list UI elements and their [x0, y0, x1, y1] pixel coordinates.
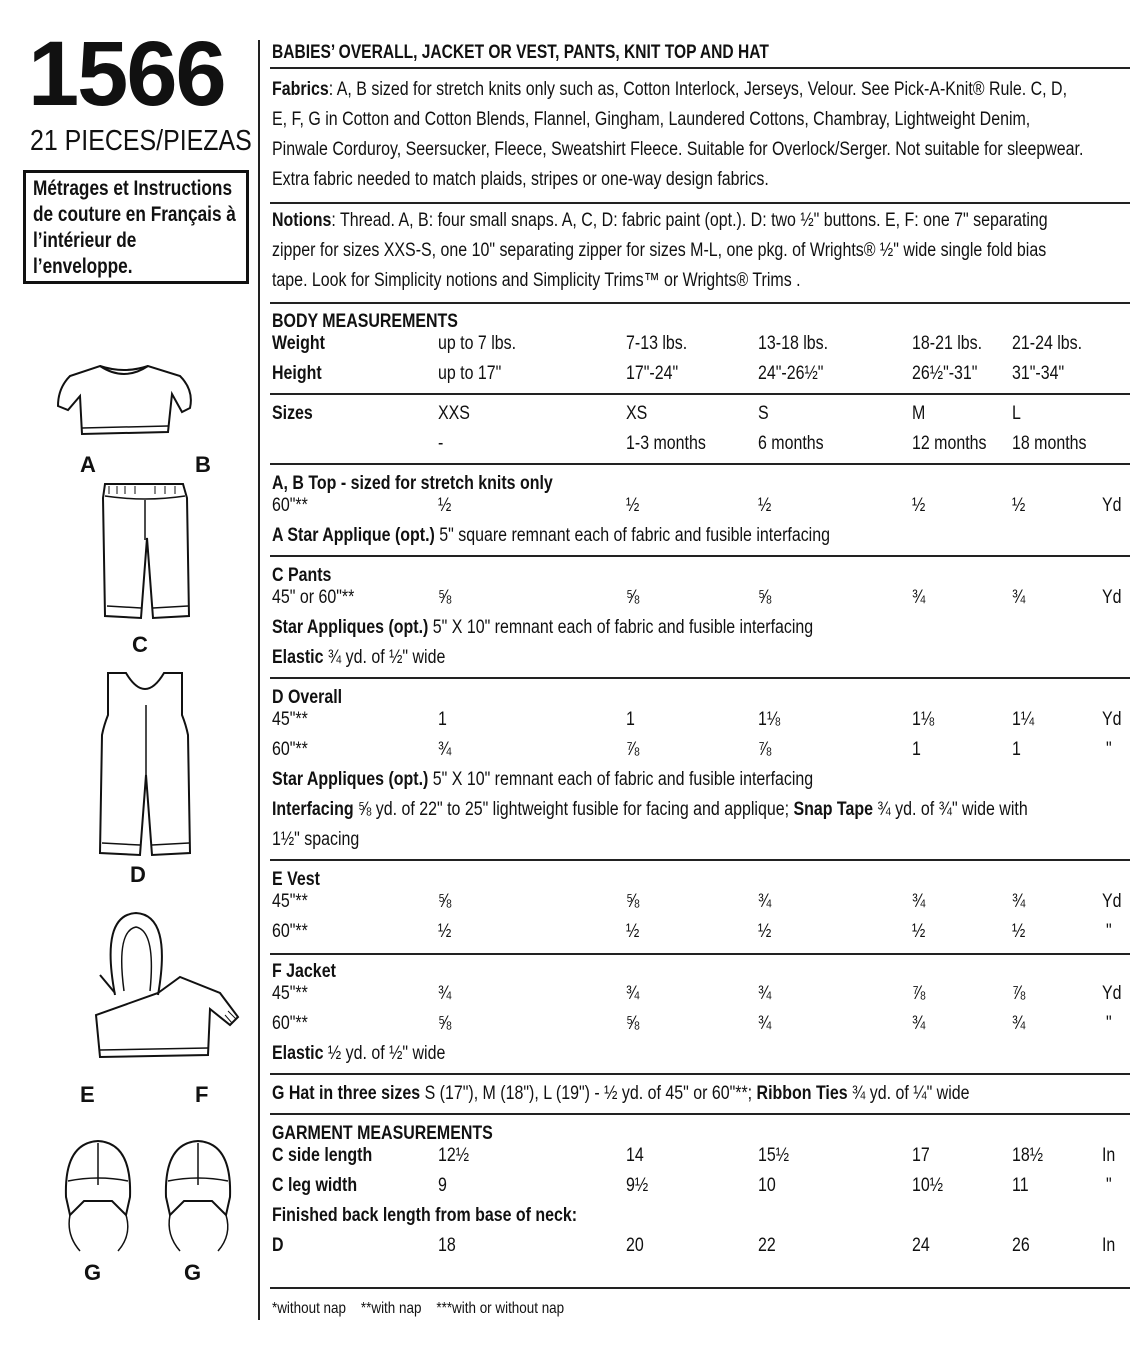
- measurement-value: 10: [758, 1175, 776, 1196]
- pieces-count: 21 PIECES/PIEZAS: [30, 125, 252, 157]
- measurement-value: 18½: [1012, 1145, 1044, 1166]
- french-line: l’enveloppe.: [33, 255, 133, 278]
- unit: ": [1106, 739, 1112, 760]
- yardage-value: ¾: [626, 983, 640, 1004]
- measurement-value: 15½: [758, 1145, 790, 1166]
- french-line: de couture en Français à: [33, 203, 236, 226]
- unit: Yd: [1102, 983, 1122, 1004]
- size-value: XS: [626, 403, 648, 424]
- yardage-value: ½: [626, 495, 640, 516]
- yardage-value: ½: [1012, 921, 1026, 942]
- view-label-d: D: [130, 862, 146, 887]
- weight-value: 7-13 lbs.: [626, 333, 688, 354]
- note-text: ½ yd. of ½" wide: [323, 1043, 446, 1064]
- view-label-c: C: [132, 632, 148, 657]
- yardage-value: ⅞: [1012, 983, 1026, 1004]
- section-heading-g: G Hat in three sizes: [272, 1083, 421, 1104]
- row-label: C side length: [272, 1145, 373, 1166]
- weight-value: 18-21 lbs.: [912, 333, 983, 354]
- divider: [270, 202, 1130, 204]
- notions-line: tape. Look for Simplicity notions and Simplicity Trims™ or Wrights® Trims .: [272, 270, 801, 291]
- note-bold: Star Appliques (opt.): [272, 617, 429, 638]
- weight-value: up to 7 lbs.: [438, 333, 517, 354]
- measurement-value: 12½: [438, 1145, 470, 1166]
- unit: Yd: [1102, 891, 1122, 912]
- divider: [270, 1073, 1130, 1075]
- row-label: 60"**: [272, 739, 308, 760]
- yardage-value: ¾: [438, 739, 452, 760]
- section-heading-c: C Pants: [272, 565, 332, 586]
- note: [272, 617, 813, 639]
- unit: In: [1102, 1235, 1116, 1256]
- fabrics-line: : A, B sized for stretch knits only such as, Cotton Interlock, Jerseys, Velour. See Pick-A-Knit® Rule. C, D,: [328, 79, 1068, 100]
- row-label: 45"**: [272, 983, 308, 1004]
- height-value: 31"-34": [1012, 363, 1065, 384]
- divider: [270, 859, 1130, 861]
- yardage-value: ½: [438, 921, 452, 942]
- yardage-value: ⅝: [758, 587, 772, 608]
- weight-label: Weight: [272, 333, 325, 354]
- row-label: 45"**: [272, 709, 308, 730]
- fabrics-line: E, F, G in Cotton and Cotton Blends, Flannel, Gingham, Laundered Cottons, Chambray, Lightweight Denim,: [272, 109, 1031, 130]
- notions-line: : Thread. A, B: four small snaps. A, C, D: fabric paint (opt.). D: two ½" buttons. E, F: one 7" separating: [331, 210, 1048, 231]
- hat-illustration-2: [158, 1135, 238, 1255]
- measurement-value: 24: [912, 1235, 930, 1256]
- age-value: -: [438, 433, 444, 454]
- fabrics-label: Fabrics: [272, 79, 329, 100]
- divider: [270, 555, 1130, 557]
- section-heading-ab: A, B Top - sized for stretch knits only: [272, 473, 553, 494]
- yardage-value: 1: [438, 709, 447, 730]
- yardage-value: 1: [912, 739, 921, 760]
- unit: Yd: [1102, 709, 1122, 730]
- hat-illustration-1: [58, 1135, 138, 1255]
- yardage-value: ½: [912, 921, 926, 942]
- yardage-value: ½: [758, 921, 772, 942]
- age-value: 18 months: [1012, 433, 1087, 454]
- measurement-value: 20: [626, 1235, 644, 1256]
- measurement-value: 10½: [912, 1175, 944, 1196]
- unit: In: [1102, 1145, 1116, 1166]
- note-text: ¾ yd. of ¾" wide with: [872, 799, 1028, 820]
- yardage-value: ¾: [1012, 1013, 1026, 1034]
- view-label-e: E: [80, 1082, 95, 1107]
- yardage-value: ⅞: [912, 983, 926, 1004]
- divider: [270, 1113, 1130, 1115]
- note-text: ¾ yd. of ½" wide: [323, 647, 446, 668]
- age-value: 6 months: [758, 433, 824, 454]
- yardage-value: ¾: [1012, 587, 1026, 608]
- overall-illustration: [90, 665, 200, 860]
- note-bold: Star Appliques (opt.): [272, 769, 429, 790]
- divider: [270, 677, 1130, 679]
- section-g-line: [272, 1083, 970, 1105]
- yardage-value: ⅝: [626, 891, 640, 912]
- divider: [270, 953, 1130, 955]
- note: [272, 1043, 445, 1065]
- fabrics-line: Extra fabric needed to match plaids, stripes or one-way design fabrics.: [272, 169, 769, 190]
- back-length-label: Finished back length from base of neck:: [272, 1205, 578, 1226]
- note-text: 5" square remnant each of fabric and fusible interfacing: [434, 525, 830, 546]
- section-heading-f: F Jacket: [272, 961, 336, 982]
- yardage-value: ½: [912, 495, 926, 516]
- yardage-value: ¾: [438, 983, 452, 1004]
- yardage-value: ¾: [758, 891, 772, 912]
- yardage-value: ¾: [912, 891, 926, 912]
- unit: Yd: [1102, 587, 1122, 608]
- note: [272, 769, 813, 791]
- size-value: L: [1012, 403, 1021, 424]
- section-heading-e: E Vest: [272, 869, 320, 890]
- size-value: XXS: [438, 403, 470, 424]
- notions-label: Notions: [272, 210, 332, 231]
- note-bold: Ribbon Ties: [752, 1083, 848, 1104]
- measurement-value: 17: [912, 1145, 930, 1166]
- divider: [270, 463, 1130, 465]
- note-bold: Elastic: [272, 1043, 324, 1064]
- pants-illustration: [95, 478, 195, 623]
- sizes-label: Sizes: [272, 403, 313, 424]
- french-line: l’intérieur de: [33, 229, 137, 252]
- note-text: ⅝ yd. of 22" to 25" lightweight fusible for facing and applique;: [353, 799, 790, 820]
- height-value: 17"-24": [626, 363, 679, 384]
- yardage-value: ½: [626, 921, 640, 942]
- yardage-value: 1: [1012, 739, 1021, 760]
- weight-value: 21-24 lbs.: [1012, 333, 1083, 354]
- body-measurements-heading: BODY MEASUREMENTS: [272, 311, 458, 332]
- row-label: 60"**: [272, 495, 308, 516]
- yardage-value: ⅝: [438, 891, 452, 912]
- size-value: M: [912, 403, 926, 424]
- unit: ": [1106, 921, 1112, 942]
- footnote: *without nap **with nap ***with or without nap: [272, 1300, 565, 1317]
- yardage-value: ⅝: [438, 587, 452, 608]
- yardage-value: 1⅛: [912, 709, 935, 730]
- height-label: Height: [272, 363, 322, 384]
- note-text: 5" X 10" remnant each of fabric and fusible interfacing: [428, 769, 814, 790]
- note-bold: Snap Tape: [789, 799, 873, 820]
- measurement-value: 9: [438, 1175, 447, 1196]
- view-label-g: G: [184, 1260, 202, 1285]
- yardage-value: 1: [626, 709, 635, 730]
- divider: [270, 67, 1130, 69]
- note-bold: Elastic: [272, 647, 324, 668]
- yardage-value: ¾: [1012, 891, 1026, 912]
- yardage-value: ⅝: [438, 1013, 452, 1034]
- divider: [270, 1287, 1130, 1289]
- row-label: 60"**: [272, 1013, 308, 1034]
- view-label-f: F: [195, 1082, 209, 1107]
- yardage-value: ⅞: [626, 739, 640, 760]
- yardage-value: 1⅛: [758, 709, 781, 730]
- row-label: C leg width: [272, 1175, 358, 1196]
- fabrics-line: Pinwale Corduroy, Seersucker, Fleece, Sweatshirt Fleece. Suitable for Overlock/Serger. Not suitable for sleepwear.: [272, 139, 1084, 160]
- row-label: 60"**: [272, 921, 308, 942]
- age-value: 12 months: [912, 433, 987, 454]
- weight-value: 13-18 lbs.: [758, 333, 829, 354]
- height-value: up to 17": [438, 363, 502, 384]
- note: [272, 799, 1028, 821]
- yardage-value: ⅝: [626, 1013, 640, 1034]
- yardage-value: ¾: [758, 983, 772, 1004]
- measurement-value: 11: [1012, 1175, 1029, 1196]
- row-label: 45"**: [272, 891, 308, 912]
- yardage-value: ½: [1012, 495, 1026, 516]
- pattern-number: 1566: [28, 23, 225, 125]
- jacket-vest-illustration: [60, 905, 245, 1070]
- notions-paragraph: [272, 206, 1129, 296]
- yardage-value: ¾: [912, 587, 926, 608]
- yardage-value: ½: [438, 495, 452, 516]
- measurement-value: 26: [1012, 1235, 1030, 1256]
- note-text: S (17"), M (18"), L (19") - ½ yd. of 45" or 60"**;: [420, 1083, 753, 1104]
- yardage-value: ⅞: [758, 739, 772, 760]
- height-value: 24"-26½": [758, 363, 824, 384]
- height-value: 26½"-31": [912, 363, 978, 384]
- measurement-value: 18: [438, 1235, 456, 1256]
- yardage-value: ⅝: [626, 587, 640, 608]
- yardage-value: ¾: [758, 1013, 772, 1034]
- page-title: BABIES’ OVERALL, JACKET OR VEST, PANTS, KNIT TOP AND HAT: [272, 42, 769, 63]
- yardage-value: 1¼: [1012, 709, 1035, 730]
- age-value: 1-3 months: [626, 433, 706, 454]
- measurement-value: 14: [626, 1145, 644, 1166]
- fabrics-paragraph: [272, 75, 1129, 195]
- view-label-a: A: [80, 452, 96, 477]
- unit: Yd: [1102, 495, 1122, 516]
- garment-measurements-heading: GARMENT MEASUREMENTS: [272, 1123, 493, 1144]
- notions-line: zipper for sizes XXS-S, one 10" separating zipper for sizes M-L, one pkg. of Wrights® ½" wide single fold bias: [272, 240, 1047, 261]
- divider: [270, 393, 1130, 395]
- unit: ": [1106, 1013, 1112, 1034]
- column-divider: [258, 40, 260, 1320]
- unit: ": [1106, 1175, 1112, 1196]
- measurement-value: 9½: [626, 1175, 649, 1196]
- divider: [270, 302, 1130, 304]
- yardage-value: ½: [758, 495, 772, 516]
- yardage-value: ¾: [912, 1013, 926, 1034]
- note-bold: A Star Applique (opt.): [272, 525, 435, 546]
- top-illustration: [52, 360, 197, 445]
- french-line: Métrages et Instructions: [33, 177, 233, 200]
- section-heading-d: D Overall: [272, 687, 343, 708]
- note: [272, 525, 830, 547]
- note-text: 1½" spacing: [272, 829, 360, 850]
- note: [272, 647, 445, 669]
- row-label: D: [272, 1235, 284, 1256]
- measurement-value: 22: [758, 1235, 776, 1256]
- view-label-g: G: [84, 1260, 102, 1285]
- view-label-b: B: [195, 452, 211, 477]
- note-bold: Interfacing: [272, 799, 354, 820]
- note-text: ¾ yd. of ¼" wide: [847, 1083, 970, 1104]
- note-text: 5" X 10" remnant each of fabric and fusible interfacing: [428, 617, 814, 638]
- row-label: 45" or 60"**: [272, 587, 355, 608]
- french-instructions-box: [23, 170, 249, 284]
- size-value: S: [758, 403, 769, 424]
